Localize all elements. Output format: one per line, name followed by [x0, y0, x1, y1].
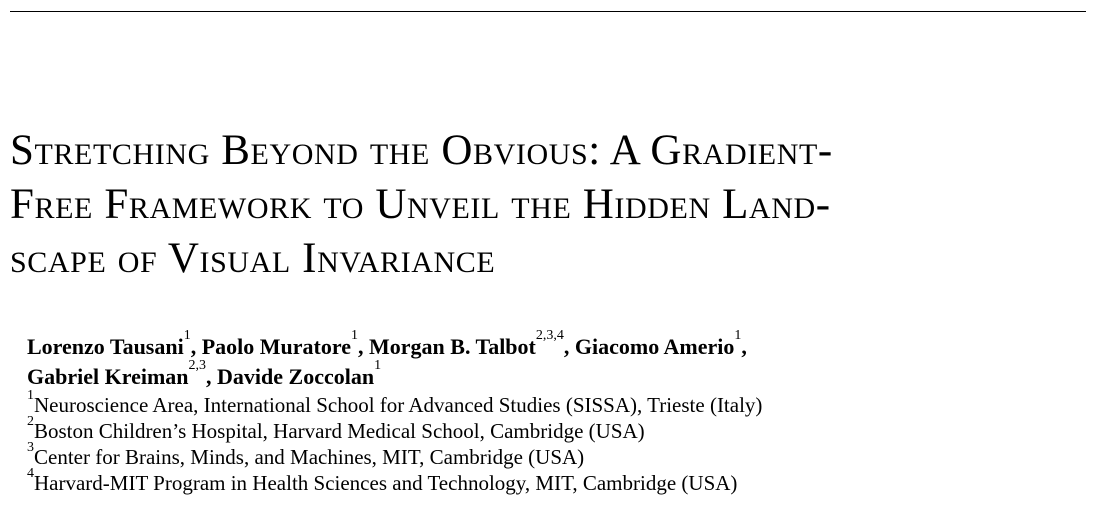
affiliation-number: 3: [27, 440, 34, 455]
paper-title: [10, 124, 1096, 286]
author-block: [27, 328, 1087, 496]
affiliation-4: [27, 466, 1087, 496]
authors-line-1: [27, 328, 1087, 362]
author-name: Morgan B. Talbot: [369, 334, 536, 359]
author-affiliation-marker: 2,3: [188, 358, 207, 373]
author-separator: ,: [190, 334, 202, 359]
affiliation-1: [27, 388, 1087, 418]
author-affiliation-marker: 1: [183, 328, 191, 343]
author-name: Lorenzo Tausani: [27, 334, 184, 359]
author-name: Paolo Muratore: [201, 334, 351, 359]
author-separator: ,: [741, 334, 747, 359]
author-separator: ,: [206, 364, 218, 389]
author-name: Davide Zoccolan: [217, 364, 375, 389]
affiliation-text: Center for Brains, Minds, and Machines, MIT, Cambridge (USA): [34, 445, 585, 469]
header-rule: [10, 11, 1086, 12]
affiliation-number: 2: [27, 414, 34, 429]
affiliation-text: Boston Children’s Hospital, Harvard Medical School, Cambridge (USA): [34, 419, 645, 443]
author-affiliation-marker: 1: [374, 358, 382, 373]
affiliation-3: [27, 440, 1087, 470]
author-affiliation-marker: 1: [351, 328, 358, 343]
author-separator: ,: [358, 334, 369, 359]
affiliation-number: 1: [27, 388, 34, 403]
author-separator: ,: [563, 334, 575, 359]
affiliation-text: Harvard-MIT Program in Health Sciences and Technology, MIT, Cambridge (USA): [34, 471, 738, 495]
affiliation-number: 4: [27, 466, 34, 481]
author-affiliation-marker: 1: [734, 328, 742, 343]
affiliation-text: Neuroscience Area, International School for Advanced Studies (SISSA), Trieste (Italy): [34, 393, 763, 417]
author-affiliation-marker: 2,3,4: [535, 328, 564, 343]
title-line-3: scape of Visual Invariance: [10, 235, 496, 282]
title-line-1: Stretching Beyond the Obvious: A Gradient-: [10, 127, 833, 174]
author-name: Giacomo Amerio: [574, 334, 735, 359]
author-name: Gabriel Kreiman: [27, 364, 189, 389]
affiliation-2: [27, 414, 1087, 444]
title-line-2: Free Framework to Unveil the Hidden Land-: [10, 181, 831, 228]
authors-line-2: [27, 358, 1087, 392]
